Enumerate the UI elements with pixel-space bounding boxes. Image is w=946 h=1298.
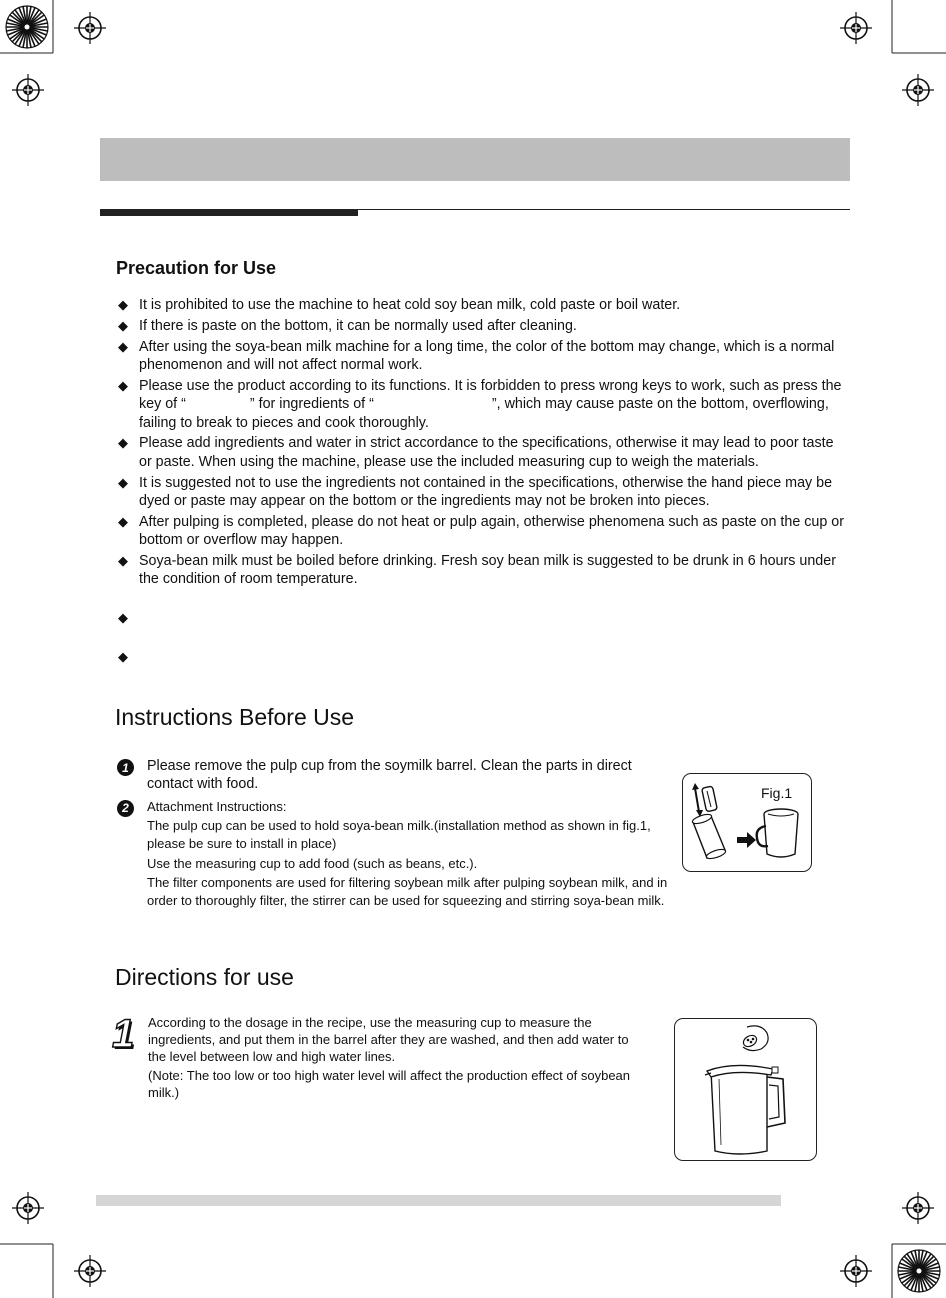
- diamond-bullet-icon: ◆: [118, 649, 128, 664]
- instruction-step-1: 1 Please remove the pulp cup from the soymilk barrel. Clean the parts in direct contact with food.: [117, 757, 677, 794]
- precaution-list: [118, 296, 848, 591]
- section-rule-thin: [358, 209, 850, 210]
- direction-step-1: 1 According to the dosage in the recipe, use the measuring cup to measure the ingredients, and put them in the barrel after they are washed, and then add water to the level between low and high water lines. (Note: The too low or too high water level will affect the production effect of soybean milk.): [112, 1012, 631, 1100]
- instructions-heading: Instructions Before Use: [115, 704, 355, 730]
- footer-bar: [96, 1195, 781, 1206]
- kettle-fill-illustration: [675, 1019, 816, 1160]
- list-item: ◆ Please use the product according to its functions. It is forbidden to press wrong keys to work, such as press the key of “ ” for ingredients of “ ”, which may cause paste on the bottom, overflowing, failing to break to pieces and cook thoroughly.: [118, 377, 842, 431]
- figure-kettle-box: [674, 1018, 817, 1161]
- list-item: ◆ Soya-bean milk must be boiled before drinking. Fresh soy bean milk is suggested to be drunk in 6 hours under the condition of room temperature.: [118, 553, 836, 588]
- list-item: ◆ Please add ingredients and water in strict accordance to the specifications, otherwise it may lead to poor taste or paste. When using the machine, please use the included measuring cup to weigh the materials.: [118, 435, 834, 470]
- list-item: ◆ It is suggested not to use the ingredients not contained in the specifications, otherwise the hand piece may be dyed or paste may appear on the bottom or the ingredients may not be broken into pieces.: [118, 474, 833, 509]
- diamond-bullet-icon: ◆: [118, 377, 128, 393]
- list-item: ◆ If there is paste on the bottom, it can be normally used after cleaning.: [118, 317, 577, 334]
- list-item: ◆ After pulping is completed, please do not heat or pulp again, otherwise phenomena such as paste on the cup or bottom or overflow may happen.: [118, 513, 844, 549]
- step-number-badge: 1: [117, 759, 134, 776]
- diamond-bullet-icon: ◆: [118, 474, 128, 490]
- diamond-bullet-icon: ◆: [118, 435, 128, 451]
- figure-label: Fig.1: [761, 785, 793, 801]
- diamond-bullet-icon: ◆: [118, 553, 128, 569]
- header-bar: [100, 138, 850, 181]
- diamond-bullet-icon: ◆: [118, 610, 128, 625]
- list-item: ◆ It is prohibited to use the machine to heat cold soy bean milk, cold paste or boil water.: [118, 297, 681, 313]
- diamond-bullet-icon: ◆: [118, 297, 128, 312]
- diamond-bullet-icon: ◆: [118, 513, 128, 529]
- precaution-heading: Precaution for Use: [116, 258, 277, 278]
- instructions-steps: [117, 757, 677, 912]
- pulp-cup-illustration: [683, 774, 811, 871]
- figure-1-box: [682, 773, 812, 872]
- diamond-bullet-icon: ◆: [118, 317, 128, 333]
- step-number-large: 1: [112, 1012, 135, 1056]
- diamond-bullet-icon: ◆: [118, 338, 128, 354]
- step-number-badge: 2: [117, 800, 134, 817]
- directions-heading: Directions for use: [115, 964, 294, 990]
- list-item: ◆ After using the soya-bean milk machine for a long time, the color of the bottom may change, which is a normal phenomenon and will not affect normal work.: [118, 338, 835, 374]
- instruction-step-2: 2 Attachment Instructions: The pulp cup can be used to hold soya-bean milk.(installation method as shown in fig.1, please be sure to install in place) Use the measuring cup to add food (such as beans, etc.). The filter components are used for filtering soybean milk after pulping soybean milk, and in order to thoroughly filter, the stirrer can be used for squeezing and stirring soya-bean milk.: [117, 798, 677, 912]
- section-rule-thick: [100, 209, 358, 216]
